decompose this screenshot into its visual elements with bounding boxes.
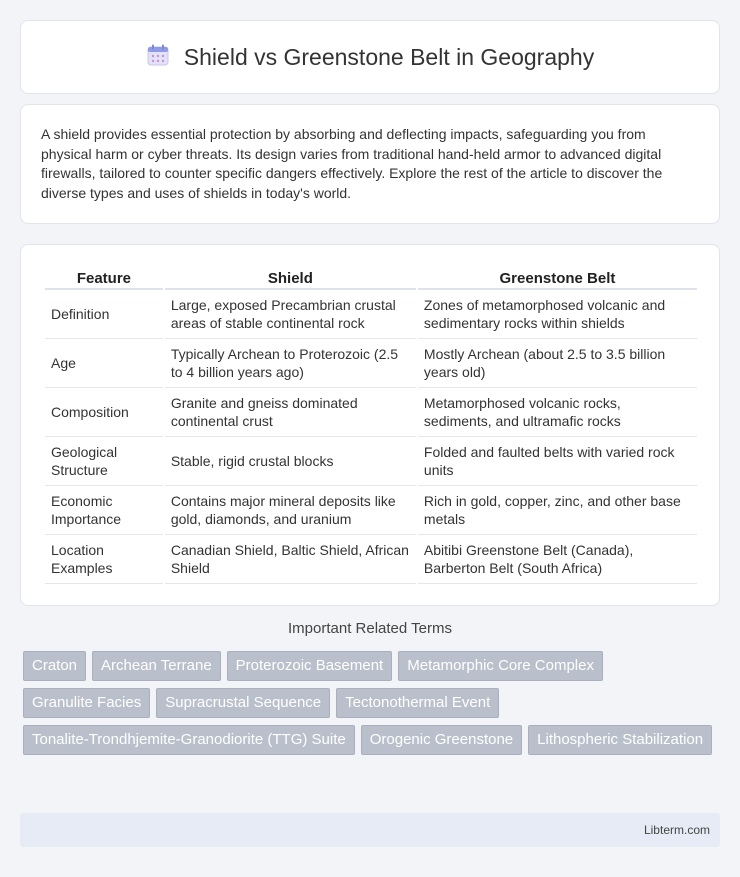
related-term-tag[interactable]: Orogenic Greenstone bbox=[361, 725, 522, 755]
related-term-tag[interactable]: Supracrustal Sequence bbox=[156, 688, 330, 718]
feature-cell: Composition bbox=[45, 388, 163, 437]
feature-cell: Economic Importance bbox=[45, 486, 163, 535]
feature-cell: Age bbox=[45, 339, 163, 388]
table-row bbox=[45, 339, 697, 388]
header-greenstone-belt: Greenstone Belt bbox=[418, 265, 697, 290]
related-term-tag[interactable]: Proterozoic Basement bbox=[227, 651, 393, 681]
intro-card bbox=[20, 104, 720, 224]
related-term-tag[interactable]: Archean Terrane bbox=[92, 651, 221, 681]
related-term-tag[interactable]: Craton bbox=[23, 651, 86, 681]
belt-cell: Mostly Archean (about 2.5 to 3.5 billion years old) bbox=[418, 339, 697, 388]
related-terms-title: Important Related Terms bbox=[288, 620, 452, 637]
header-shield: Shield bbox=[165, 265, 416, 290]
comparison-table-card bbox=[20, 244, 720, 606]
table-row bbox=[45, 290, 697, 339]
header-feature: Feature bbox=[45, 265, 163, 290]
related-term-tag[interactable]: Tonalite-Trondhjemite-Granodiorite (TTG) Suite bbox=[23, 725, 355, 755]
shield-cell: Stable, rigid crustal blocks bbox=[165, 437, 416, 486]
header-card bbox=[20, 20, 720, 94]
belt-cell: Metamorphosed volcanic rocks, sediments, and ultramafic rocks bbox=[418, 388, 697, 437]
shield-cell: Granite and gneiss dominated continental crust bbox=[165, 388, 416, 437]
table-row bbox=[45, 535, 697, 584]
related-term-tag[interactable]: Granulite Facies bbox=[23, 688, 150, 718]
feature-cell: Location Examples bbox=[45, 535, 163, 584]
shield-cell: Contains major mineral deposits like gold, diamonds, and uranium bbox=[165, 486, 416, 535]
comparison-table bbox=[43, 265, 699, 584]
related-terms-list bbox=[20, 651, 720, 755]
shield-cell: Typically Archean to Proterozoic (2.5 to 4 billion years ago) bbox=[165, 339, 416, 388]
related-term-tag[interactable]: Metamorphic Core Complex bbox=[398, 651, 603, 681]
intro-text: A shield provides essential protection by absorbing and deflecting impacts, safeguarding you from physical harm or cyber threats. Its design varies from traditional hand-held armor to advanced digital firewalls, tailored to counter specific dangers effectively. Explore the rest of the article to discover the diverse types and uses of shields in today's world. bbox=[41, 126, 663, 201]
related-term-tag[interactable]: Tectonothermal Event bbox=[336, 688, 499, 718]
belt-cell: Folded and faulted belts with varied rock units bbox=[418, 437, 697, 486]
title-wrap bbox=[146, 43, 594, 72]
belt-cell: Rich in gold, copper, zinc, and other base metals bbox=[418, 486, 697, 535]
feature-cell: Definition bbox=[45, 290, 163, 339]
belt-cell: Zones of metamorphosed volcanic and sedimentary rocks within shields bbox=[418, 290, 697, 339]
belt-cell: Abitibi Greenstone Belt (Canada), Barberton Belt (South Africa) bbox=[418, 535, 697, 584]
table-header-row bbox=[45, 265, 697, 290]
calendar-icon bbox=[146, 43, 170, 72]
table-row bbox=[45, 486, 697, 535]
page-title: Shield vs Greenstone Belt in Geography bbox=[183, 43, 595, 70]
table-row bbox=[45, 388, 697, 437]
footer bbox=[20, 813, 720, 847]
feature-cell: Geological Structure bbox=[45, 437, 163, 486]
related-term-tag[interactable]: Lithospheric Stabilization bbox=[528, 725, 712, 755]
related-terms-section bbox=[20, 620, 720, 755]
shield-cell: Canadian Shield, Baltic Shield, African Shield bbox=[165, 535, 416, 584]
table-row bbox=[45, 437, 697, 486]
shield-cell: Large, exposed Precambrian crustal areas of stable continental rock bbox=[165, 290, 416, 339]
footer-site-link[interactable]: Libterm.com bbox=[643, 823, 710, 837]
